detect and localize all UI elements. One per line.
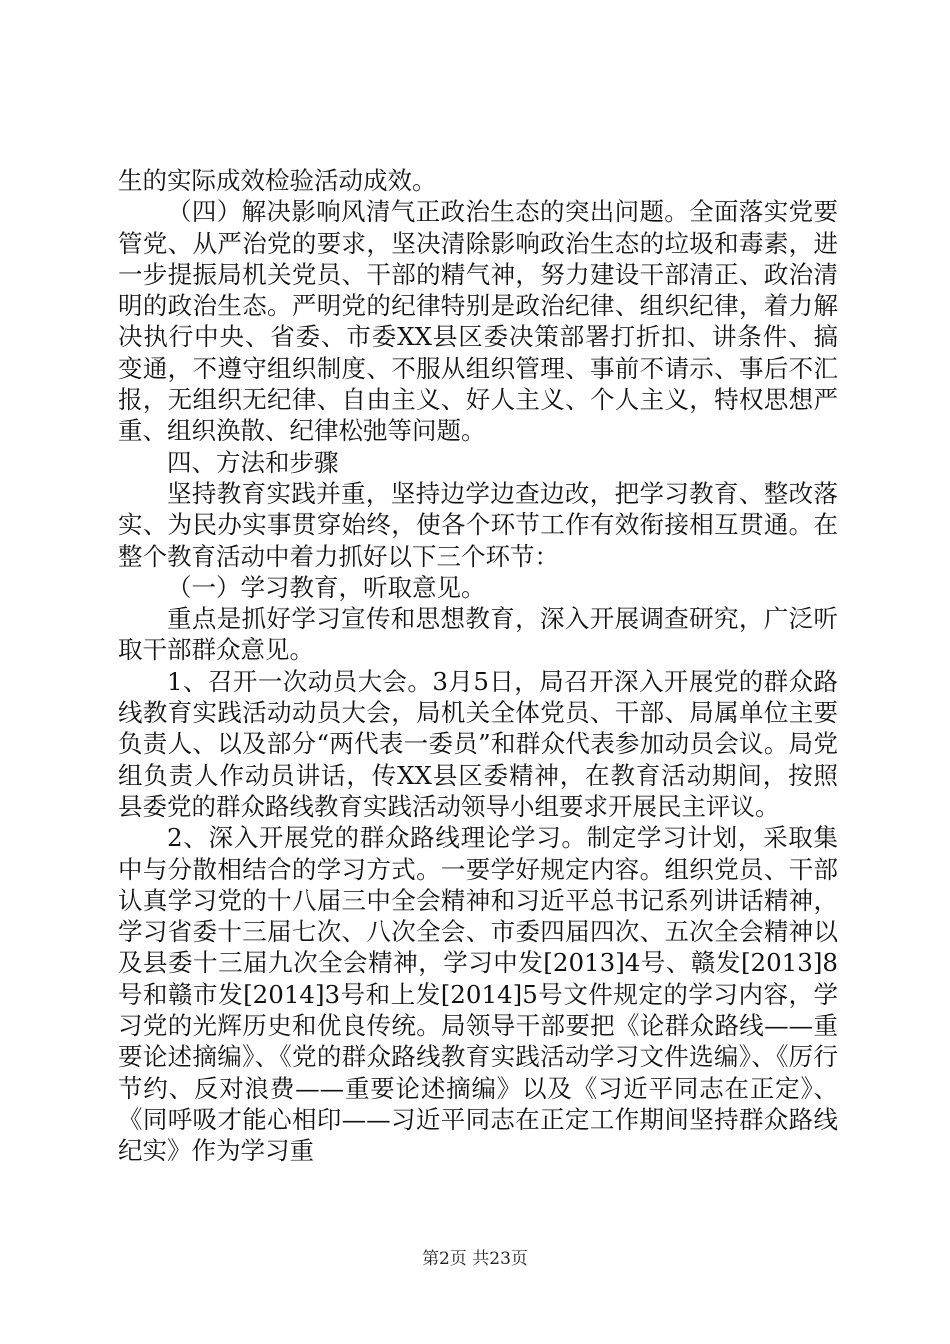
paragraph-methods-intro: 坚持教育实践并重，坚持边学边查边改，把学习教育、整改落实、为民办实事贯穿始终，使各个环节工作有效衔接相互贯通。在整个教育活动中着力抓好以下三个环节： [118,478,838,571]
paragraph-section-four-item: （四）解决影响风清气正政治生态的突出问题。全面落实党要管党、从严治党的要求，坚决清除影响政治生态的垃圾和毒素，进一步提振局机关党员、干部的精气神，努力建设干部清正、政治清明的政治生态。严明党的纪律特别是政治纪律、组织纪律，着力解决执行中央、省委、市委XX县区委决策部署打折扣、讲条件、搞变通，不遵守组织制度、不服从组织管理、事前不请示、事后不汇报，无组织无纪律、自由主义、好人主义、个人主义，特权思想严重、组织涣散、纪律松弛等问题。 [118,197,838,446]
document-body [118,165,838,1167]
paragraph-study-focus: 重点是抓好学习宣传和思想教育，深入开展调查研究，广泛听取干部群众意见。 [118,604,838,665]
paragraph-mobilization-meeting: 1、召开一次动员大会。3月5日，局召开深入开展党的群众路线教育实践活动动员大会，局机关全体党员、干部、局属单位主要负责人、以及部分“两代表一委员”和群众代表参加动员会议。局党组负责人作动员讲话，传XX县区委精神，在教育活动期间，按照县委党的群众路线教育实践活动领导小组要求开展民主评议。 [118,666,838,821]
section-heading-methods: 四、方法和步骤 [167,447,339,477]
paragraph-theory-study: 2、深入开展党的群众路线理论学习。制定学习计划，采取集中与分散相结合的学习方式。一要学好规定内容。组织党员、干部认真学习党的十八届三中全会精神和习近平总书记系列讲话精神，学习省委十三届七次、八次全会、市委四届四次、五次全会精神以及县委十三届九次全会精神，学习中发[2013]4号、赣发[2013]8号和赣市发[2014]3号和上发[2014]5号文件规定的学习内容，学习党的光辉历史和优良传统。局领导干部要把《论群众路线——重要论述摘编》、《党的群众路线教育实践活动学习文件选编》、《厉行节约、反对浪费——重要论述摘编》以及《习近平同志在正定》、《同呼吸才能心相印——习近平同志在正定工作期间坚持群众路线纪实》作为学习重 [118,823,838,1166]
subheading-study-education: （一）学习教育，听取意见。 [167,572,486,602]
page-number-footer: 第2页 共23页 [422,1249,528,1269]
paragraph-continuation: 生的实际成效检验活动成效。 [118,166,437,195]
